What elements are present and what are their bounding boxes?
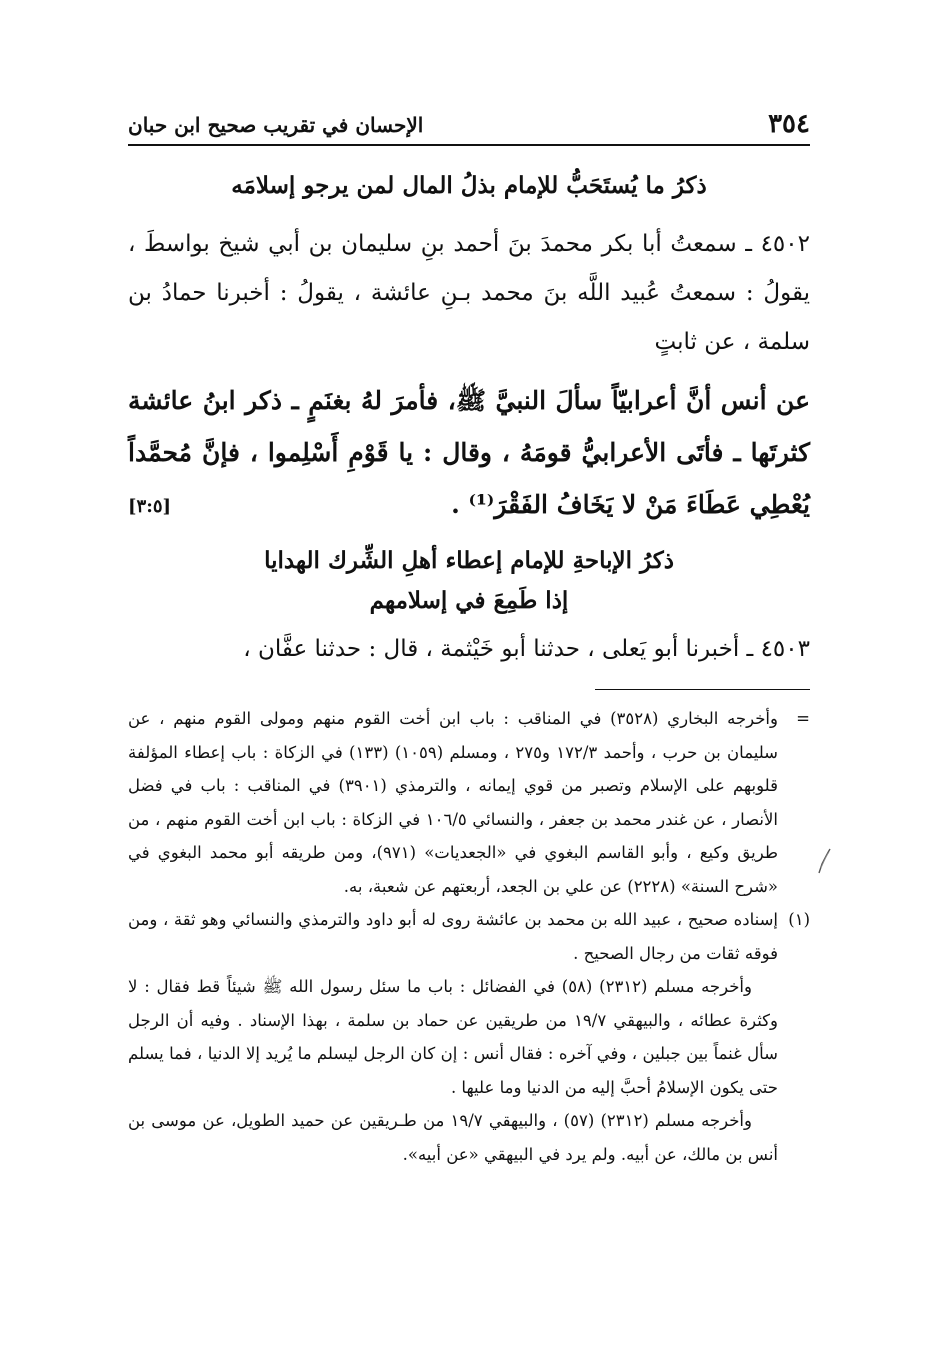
- footnote-separator: [595, 689, 810, 690]
- page-header: [128, 108, 810, 146]
- hadith-text: عن أنس أنَّ أعرابيّاً سألَ النبيَّ ﷺ، فأمرَ لهُ بغنَمٍ ـ ذكر ابنُ عائشة كثرتَها ـ فأتَى الأعرابيُّ قومَهُ ، وقال : يا قَوْمِ أَسْلِموا ، فإنَّ مُحمَّداً يُعْطِي عَطَاءَ مَنْ لا يَخَافُ الفَقْرَ⁽¹⁾ .: [128, 386, 810, 519]
- chapter-heading-1: ذكرُ ما يُستَحَبُّ للإمام بذلُ المال لمن يرجو إسلامَه: [231, 172, 707, 199]
- footnote-1: [128, 903, 810, 970]
- hadith-reference: [٣:٥]: [128, 496, 172, 517]
- footnote-1-paragraph-3: وأخرجه مسلم (٢٣١٢) (٥٧) ، والبيهقي ١٩/٧ من طـريقين عن حميد الطويل، عن موسى بن أنس بن مالك، عن أبيه. ولم يرد في البيهقي «عن أبيه».: [128, 1111, 778, 1164]
- footnote-1-text: إسناده صحيح ، عبيد الله بن محمد بن عائشة روى له أبو داود والترمذي والنسائي وهو ثقة ، ومن فوقه ثقات من رجال الصحيح .: [128, 910, 778, 963]
- hadith-4503-isnad: ٤٥٠٣ ـ أخبرنا أبو يَعلى ، حدثنا أبو خَيْثمة ، قال : حدثنا عفَّان ،: [243, 636, 810, 662]
- page-number: ٣٥٤: [768, 109, 810, 139]
- margin-pen-mark: [818, 848, 832, 874]
- main-text: [128, 166, 810, 674]
- chapter-heading-2-line-2: إذا طَمِعَ في إسلامهم: [369, 587, 569, 614]
- continuation-marker: =: [796, 709, 810, 728]
- hadith-4502-matn: [128, 375, 810, 531]
- footnotes: [128, 702, 810, 1171]
- hadith-4502-isnad: ٤٥٠٢ ـ سمعتُ أبا بكر محمدَ بنَ أحمد بنِ سليمان بن أبي شيخ بواسطَ ، يقولُ : سمعتُ عُبيد اللَّه بنَ محمد بـنِ عائشة ، يقولُ : أخبرنا حمادُ بن سلمة ، عن ثابتٍ: [128, 231, 810, 355]
- footnote-continuation: [128, 702, 810, 903]
- footnote-1-marker: (١): [788, 910, 810, 929]
- footnote-1-paragraph-2: وأخرجه مسلم (٢٣١٢) (٥٨) في الفضائل : باب ما سئل رسول الله ﷺ شيئاً قط فقال : لا وكثرة عطائه ، والبيهقي ١٩/٧ من طريقين عن حماد بن سلمة ، بهذا الإسناد . وفيه أن الرجل سأل غنماً بين جبلين ، وفي آخره : فقال أنس : إن كان الرجل ليسلم ما يُريد إلا الدنيا ، فما يسلم حتى يكون الإسلامُ أحبَّ إليه من الدنيا وما عليها .: [128, 977, 778, 1097]
- footnote-continuation-text: وأخرجه البخاري (٣٥٢٨) في المناقب : باب ابن أخت القوم منهم ومولى القوم منهم ، عن سليمان بن حرب ، وأحمد ١٧٢/٣ و٢٧٥ ، ومسلم (١٠٥٩) (١٣٣) في الزكاة : باب إعطاء المؤلفة قلوبهم على الإسلام وتصبر من قوي إيمانه ، والترمذي (٣٩٠١) في المناقب : باب في فضل الأنصار ، عن غندر محمد بن جعفر ، والنسائي ١٠٦/٥ في الزكاة : باب ابن أخت القوم منهم ، من طريق وكيع ، وأبو القاسم البغوي في «الجعديات» (٩٧١)، ومن طريقه أبو محمد البغوي في «شرح السنة» (٢٢٢٨) عن علي بن الجعد، أربعتهم عن شعبة، به.: [128, 709, 779, 896]
- running-title: الإحسان في تقريب صحيح ابن حبان: [128, 113, 424, 137]
- chapter-heading-2-line-1: ذكرُ الإباحةِ للإمام إعطاء أهلِ الشِّرك الهدايا: [264, 547, 674, 574]
